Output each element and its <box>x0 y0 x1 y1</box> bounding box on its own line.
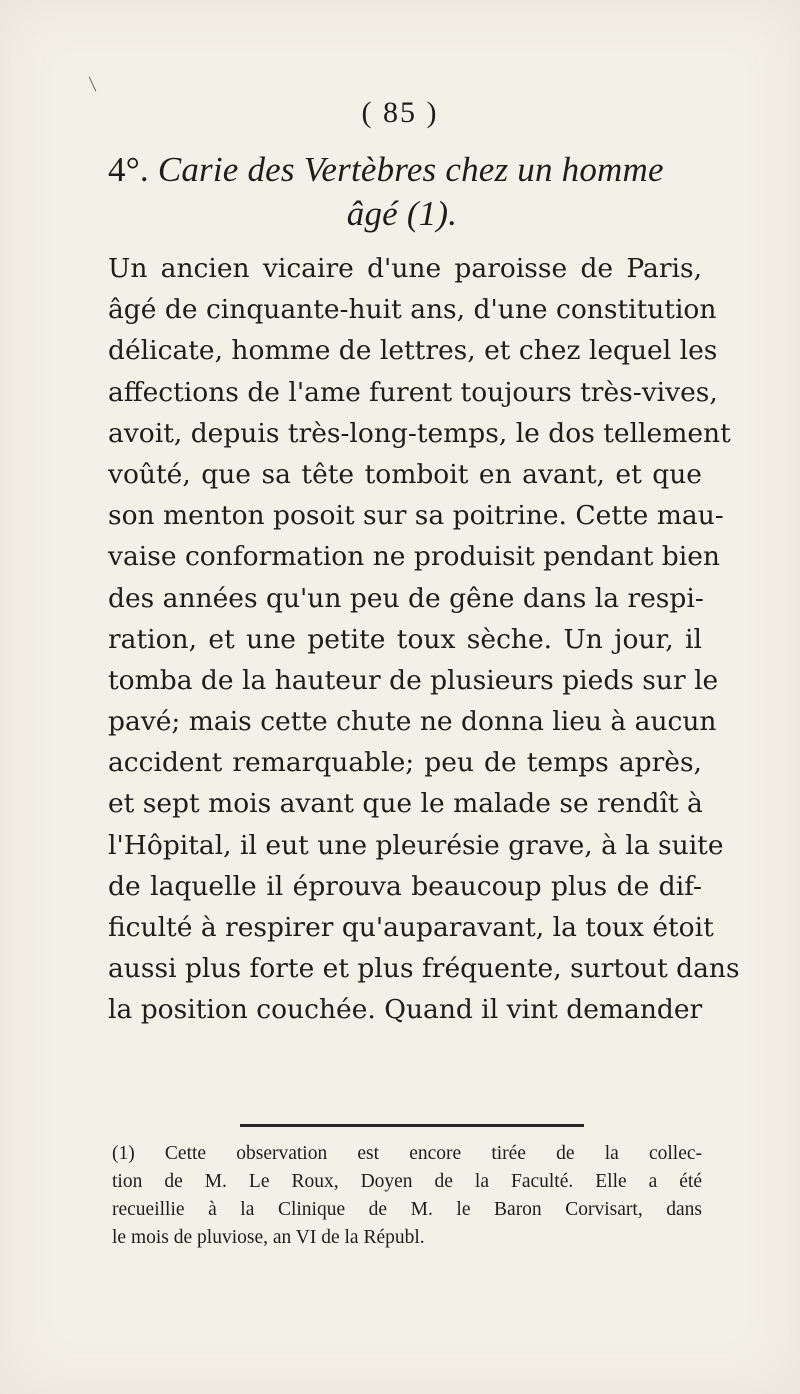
paragraph-line: ration, et une petite toux sèche. Un jour, il <box>108 623 702 655</box>
paragraph-line: voûté, que sa tête tomboit en avant, et que <box>108 458 702 490</box>
footnote-divider <box>240 1124 584 1127</box>
footnote-line: (1) Cette observation est encore tirée de la collec- <box>112 1143 702 1164</box>
paragraph-line: son menton posoit sur sa poitrine. Cette mau- <box>108 500 724 532</box>
paragraph-line: âgé de cinquante-huit ans, d'une constitution <box>108 294 717 326</box>
heading-number: 4°. <box>108 150 149 189</box>
heading-line-2: âgé (1). <box>346 194 458 233</box>
heading-line-1 <box>108 148 748 192</box>
heading-text: Carie des Vertèbres chez un homme <box>157 150 664 189</box>
paragraph-line: de laquelle il éprouva beaucoup plus de dif- <box>108 870 702 902</box>
margin-mark <box>89 77 97 92</box>
paragraph-line: l'Hôpital, il eut une pleurésie grave, à la suite <box>108 829 724 861</box>
footnote-line: tion de M. Le Roux, Doyen de la Faculté. Elle a été <box>112 1171 702 1192</box>
footnote-line: recueillie à la Clinique de M. le Baron Corvisart, dans <box>112 1199 702 1220</box>
page-number: ( 85 ) <box>361 96 439 129</box>
paragraph-line: accident remarquable; peu de temps après, <box>108 747 702 779</box>
footnote <box>112 1140 702 1252</box>
paragraph-line: avoit, depuis très-long-temps, le dos tellement <box>108 417 731 449</box>
paragraph-line: ficulté à respirer qu'auparavant, la toux étoit <box>108 912 714 943</box>
paragraph-line: pavé; mais cette chute ne donna lieu à aucun <box>108 706 717 738</box>
paragraph-line: vaise conformation ne produisit pendant bien <box>108 541 720 573</box>
section-heading <box>108 148 748 236</box>
paragraph-line: affections de l'ame furent toujours très-vives, <box>108 376 718 408</box>
paragraph-line: et sept mois avant que le malade se rendît à <box>108 788 703 820</box>
main-paragraph <box>108 248 740 1031</box>
paragraph-line: délicate, homme de lettres, et chez lequel les <box>108 335 718 367</box>
paragraph-line: des années qu'un peu de gêne dans la respi- <box>108 582 704 614</box>
paragraph-line: aussi plus forte et plus fréquente, surtout dans <box>108 953 740 985</box>
paragraph-line: la position couchée. Quand il vint demander <box>108 994 703 1026</box>
footnote-line: le mois de pluviose, an VI de la Républ. <box>112 1227 425 1248</box>
paragraph-line: Un ancien vicaire d'une paroisse de Paris, <box>108 253 702 284</box>
paragraph-line: tomba de la hauteur de plusieurs pieds sur le <box>108 664 719 696</box>
